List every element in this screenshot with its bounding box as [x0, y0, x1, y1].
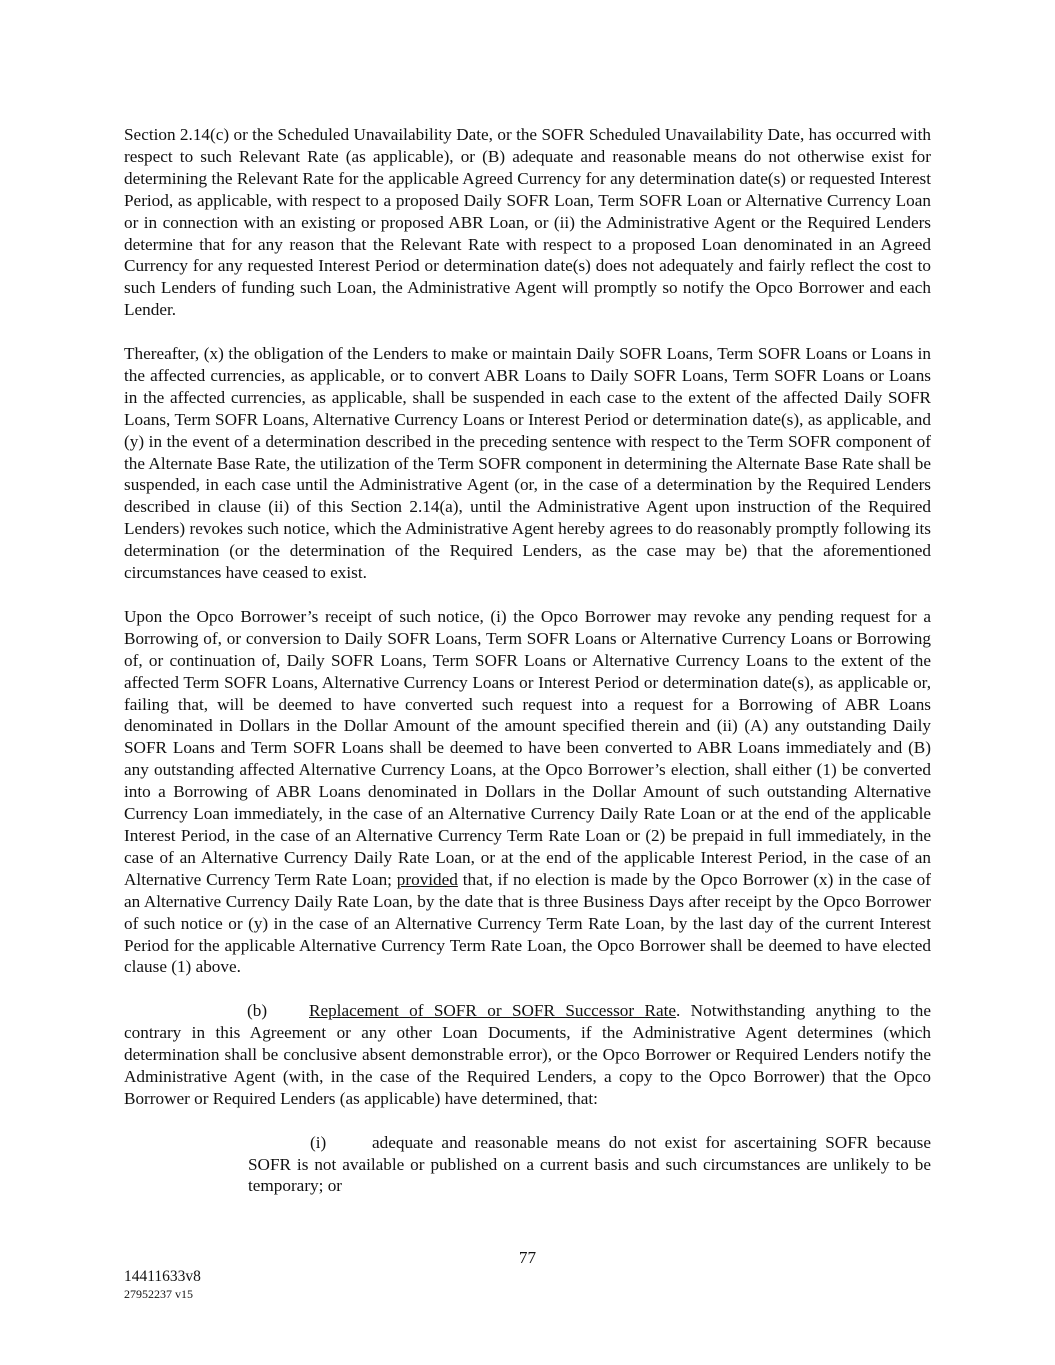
section-b-text: . Notwithstanding anything to the contrary in this Agreement or any other Loan Documents, if the Administrative Agent determines (which determination shall be conclusive absent demonstrable error), or the Opco Borrower or Required Lenders notify the Administrative Agent (with, in the case of the Required Lenders, a copy to the Opco Borrower) that the Opco Borrower or Required Lenders (as applicable) have determined, that: [124, 1001, 931, 1108]
page-body [124, 124, 931, 1197]
clause-i-paragraph [248, 1132, 931, 1198]
section-b-label: (b) [247, 1001, 268, 1021]
document-id-primary: 14411633v8 [124, 1268, 201, 1285]
paragraph-upon-receipt-text-2: that, if no election is made by the Opco Borrower (x) in the case of an Alternative Currency Daily Rate Loan, by the date that is three Business Days after receipt by the Opco Borrower of such notice or (y) in the case of an Alternative Currency Term Rate Loan, by the last day of the current Interest Period for the applicable Alternative Currency Term Rate Loan, the Opco Borrower shall be deemed to have elected clause (1) above. [124, 869, 931, 977]
page-number: 77 [518, 1248, 537, 1267]
section-b-paragraph [124, 1000, 931, 1110]
document-id-secondary: 27952237 v15 [124, 1287, 193, 1301]
paragraph-thereafter: Thereafter, (x) the obligation of the Lenders to make or maintain Daily SOFR Loans, Term SOFR Loans or Loans in the affected currencies, as applicable, or to convert ABR Loans to Daily SOFR Loans, Term SOFR Loans or Loans in the affected currencies, as applicable, shall be suspended in each case to the extent of the affected Daily SOFR Loans, Term SOFR Loans, Alternative Currency Loans or Interest Period or determination date(s), as applicable, and (y) in the event of a determination described in the preceding sentence with respect to the Term SOFR component of the Alternate Base Rate, the utilization of the Term SOFR component in determining the Alternate Base Rate shall be suspended, in each case until the Administrative Agent (or, in the case of a determination by the Required Lenders described in clause (ii) of this Section 2.14(a), until the Administrative Agent upon instruction of the Required Lenders) revokes such notice, which the Administrative Agent hereby agrees to do reasonably promptly following its determination (or the determination of the Required Lenders, as the case may be) that the aforementioned circumstances have ceased to exist. [124, 344, 931, 583]
clause-i-label: (i) [310, 1132, 327, 1152]
provided-term: provided [396, 869, 458, 889]
section-b-heading: Replacement of SOFR or SOFR Successor Rate [309, 1001, 676, 1021]
clause-i-text: adequate and reasonable means do not exist for ascertaining SOFR because SOFR is not available or published on a current basis and such circumstances are unlikely to be temporary; or [248, 1132, 931, 1196]
paragraph-upon-receipt [124, 606, 931, 978]
paragraph-upon-receipt-text-1: Upon the Opco Borrower’s receipt of such notice, (i) the Opco Borrower may revoke any pending request for a Borrowing of, or conversion to Daily SOFR Loans, Term SOFR Loans or Alternative Currency Loans or Borrowing of, or continuation of, Daily SOFR Loans, Term SOFR Loans or Alternative Currency Loans to the extent of the affected Term SOFR Loans, Alternative Currency Loans or Interest Period or determination date(s), as applicable or, failing that, will be deemed to have converted such request into a request for a Borrowing of ABR Loans denominated in Dollars in the Dollar Amount of the amount specified therein and (ii) (A) any outstanding Daily SOFR Loans and Term SOFR Loans shall be deemed to have been converted to ABR Loans immediately and (B) any outstanding affected Alternative Currency Loans, at the Opco Borrower’s election, shall either (1) be converted into a Borrowing of ABR Loans denominated in Dollars in the Dollar Amount of such outstanding Alternative Currency Loan immediately, in the case of an Alternative Currency Daily Rate Loan or at the end of the applicable Interest Period, in the case of an Alternative Currency Term Rate Loan or (2) be prepaid in full immediately, in the case of an Alternative Currency Daily Rate Loan, or at the end of the applicable Interest Period, in the case of an Alternative Currency Term Rate Loan; [124, 606, 931, 889]
paragraph-continuation: Section 2.14(c) or the Scheduled Unavailability Date, or the SOFR Scheduled Unavailability Date, has occurred with respect to such Relevant Rate (as applicable), or (B) adequate and reasonable means do not otherwise exist for determining the Relevant Rate for the applicable Agreed Currency for any determination date(s) or requested Interest Period, as applicable, with respect to a proposed Daily SOFR Loan, Term SOFR Loan or Alternative Currency Loan or in connection with an existing or proposed ABR Loan, or (ii) the Administrative Agent or the Required Lenders determine that for any reason that the Relevant Rate with respect to a proposed Loan denominated in an Agreed Currency for any requested Interest Period or determination date(s) does not adequately and fairly reflect the cost to such Lenders of funding such Loan, the Administrative Agent will promptly so notify the Opco Borrower and each Lender. [124, 125, 931, 320]
